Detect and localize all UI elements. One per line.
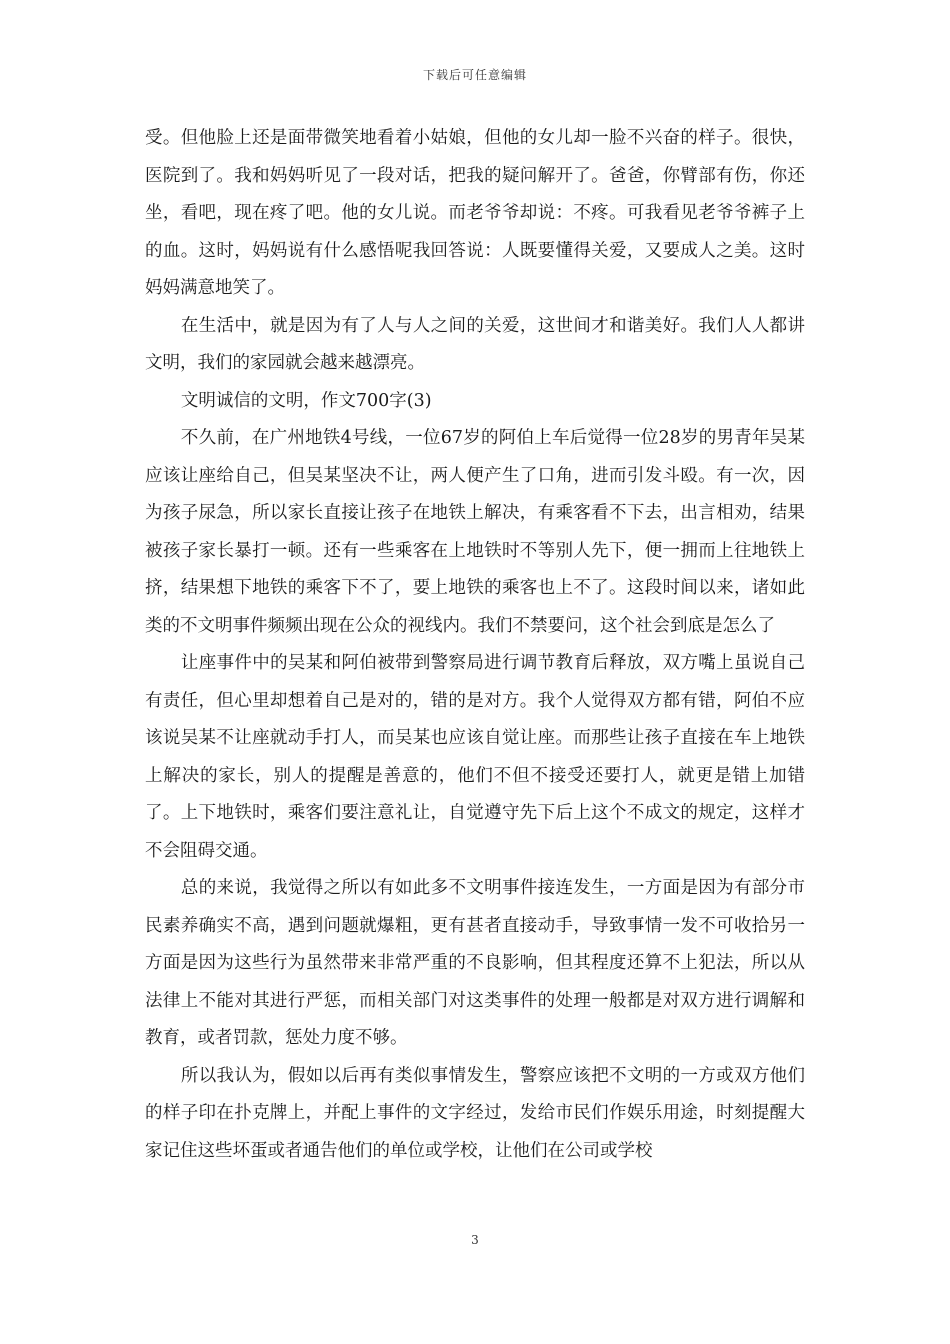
paragraph: 在生活中，就是因为有了人与人之间的关爱，这世间才和谐美好。我们人人都讲文明，我们的家园就会越来越漂亮。: [145, 315, 805, 373]
page-header: 下载后可任意编辑: [422, 68, 527, 82]
page-number: 3: [471, 1233, 479, 1247]
essay-title: 文明诚信的文明，作文700字(3): [180, 390, 432, 411]
paragraph: 不久前，在广州地铁4号线，一位67岁的阿伯上车后觉得一位28岁的男青年吴某应该让座给自己，但吴某坚决不让，两人便产生了口角，进而引发斗殴。有一次，因为孩子尿急，所以家长直接让孩子在地铁上解决，有乘客看不下去，出言相劝，结果被孩子家长暴打一顿。还有一些乘客在上地铁时不等别人先下，便一拥而上往地铁上挤，结果想下地铁的乘客下不了，要上地铁的乘客也上不了。这段时间以来，诸如此类的不文明事件频频出现在公众的视线内。我们不禁要问，这个社会到底是怎么了: [145, 428, 805, 636]
paragraph-continuation: 受。但他脸上还是面带微笑地看着小姑娘，但他的女儿却一脸不兴奋的样子。很快，医院到了。我和妈妈听见了一段对话，把我的疑问解开了。爸爸，你臂部有伤，你还坐，看吧，现在疼了吧。他的女儿说。而老爷爷却说：不疼。可我看见老爷爷裤子上的血。这时，妈妈说有什么感悟呢我回答说：人既要懂得关爱，又要成人之美。这时妈妈满意地笑了。: [145, 128, 805, 298]
paragraph: 总的来说，我觉得之所以有如此多不文明事件接连发生，一方面是因为有部分市民素养确实不高，遇到问题就爆粗，更有甚者直接动手，导致事情一发不可收拾另一方面是因为这些行为虽然带来非常严重的不良影响，但其程度还算不上犯法，所以从法律上不能对其进行严惩，而相关部门对这类事件的处理一般都是对双方进行调解和教育，或者罚款，惩处力度不够。: [145, 878, 805, 1048]
document-body: [145, 120, 805, 1170]
paragraph: 所以我认为，假如以后再有类似事情发生，警察应该把不文明的一方或双方他们的样子印在扑克牌上，并配上事件的文字经过，发给市民们作娱乐用途，时刻提醒大家记住这些坏蛋或者通告他们的单位或学校，让他们在公司或学校: [145, 1065, 805, 1161]
paragraph: 让座事件中的吴某和阿伯被带到警察局进行调节教育后释放，双方嘴上虽说自己有责任，但心里却想着自己是对的，错的是对方。我个人觉得双方都有错，阿伯不应该说吴某不让座就动手打人，而吴某也应该自觉让座。而那些让孩子直接在车上地铁上解决的家长，别人的提醒是善意的，他们不但不接受还要打人，就更是错上加错了。上下地铁时，乘客们要注意礼让，自觉遵守先下后上这个不成文的规定，这样才不会阻碍交通。: [145, 653, 805, 861]
